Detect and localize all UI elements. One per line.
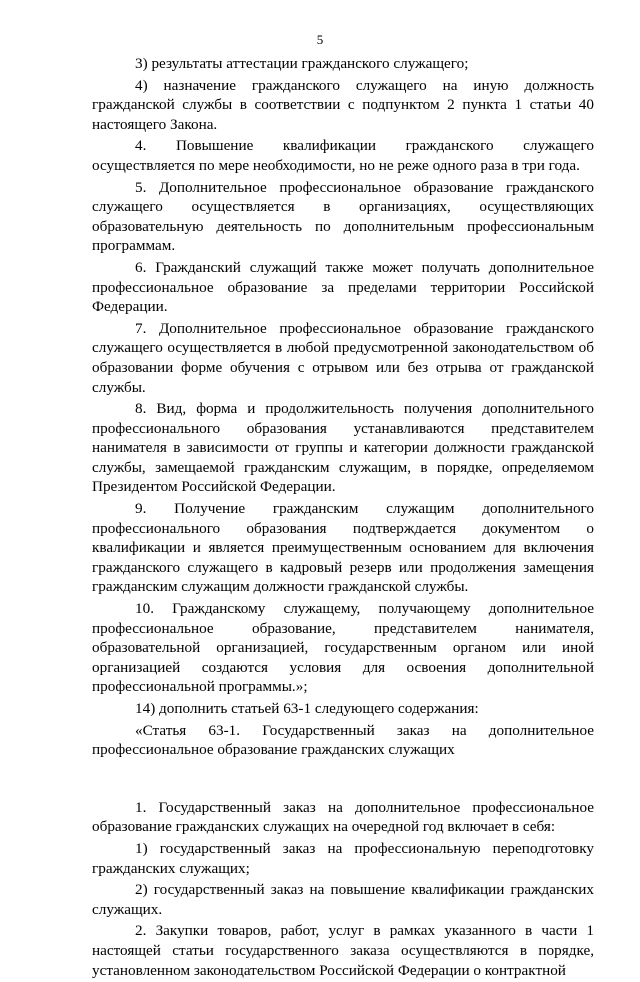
- paragraph: 14) дополнить статьей 63-1 следующего содержания:: [135, 700, 479, 717]
- paragraph: 1. Государственный заказ на дополнительное профессиональное образование гражданских служащих на очередной год включает в себя:: [92, 798, 594, 836]
- paragraph: 7. Дополнительное профессиональное образование гражданского служащего осуществляется в любой предусмотренной законодательством об образовании форме обучения с отрывом или без отрыва от гражданской службы.: [92, 319, 594, 396]
- paragraph: 2. Закупки товаров, работ, услуг в рамках указанного в части 1 настоящей статьи государственного заказа осуществляются в порядке, установленном законодательством Российской Федерации о контрактной: [92, 922, 594, 979]
- paragraph: 2) государственный заказ на повышение квалификации гражданских служащих.: [92, 881, 594, 918]
- document-body: [92, 54, 594, 982]
- paragraph: 10. Гражданскому служащему, получающему дополнительное профессиональное образование, представителем нанимателя, образовательной организацией, государственным органом или иной организацией создаются условия для освоения дополнительной профессиональной программы.»;: [92, 600, 594, 696]
- paragraph: 3) результаты аттестации гражданского служащего;: [135, 55, 469, 72]
- paragraph: 8. Вид, форма и продолжительность получения дополнительного профессионального образования устанавливаются представителем нанимателя в зависимости от группы и категории должности гражданской службы, замещаемой гражданским служащим, в порядке, определяемом Президентом Российской Федерации.: [92, 400, 594, 496]
- paragraph: 6. Гражданский служащий также может получать дополнительное профессиональное образование за пределами территории Российской Федерации.: [92, 258, 594, 316]
- paragraph: 9. Получение гражданским служащим дополнительного профессионального образования подтверждается документом о квалификации и является преимущественным основанием для включения гражданского служащего в кадровый резерв или продолжения замещения гражданским служащим должности гражданской службы.: [92, 500, 594, 596]
- paragraph: 4) назначение гражданского служащего на иную должность гражданской службы в соответствии с подпунктом 2 пункта 1 статьи 40 настоящего Закона.: [92, 76, 594, 133]
- paragraph: 5. Дополнительное профессиональное образование гражданского служащего осуществляется в организациях, осуществляющих образовательную деятельность по дополнительным профессиональным программам.: [92, 178, 594, 255]
- paragraph: 1) государственный заказ на профессиональную переподготовку гражданских служащих;: [92, 839, 594, 877]
- page-number: 5: [316, 32, 324, 47]
- article-title: «Статья 63-1. Государственный заказ на дополнительное профессиональное образование гражданских служащих: [92, 721, 594, 759]
- paragraph: 4. Повышение квалификации гражданского служащего осуществляется по мере необходимости, но не реже одного раза в три года.: [92, 137, 594, 174]
